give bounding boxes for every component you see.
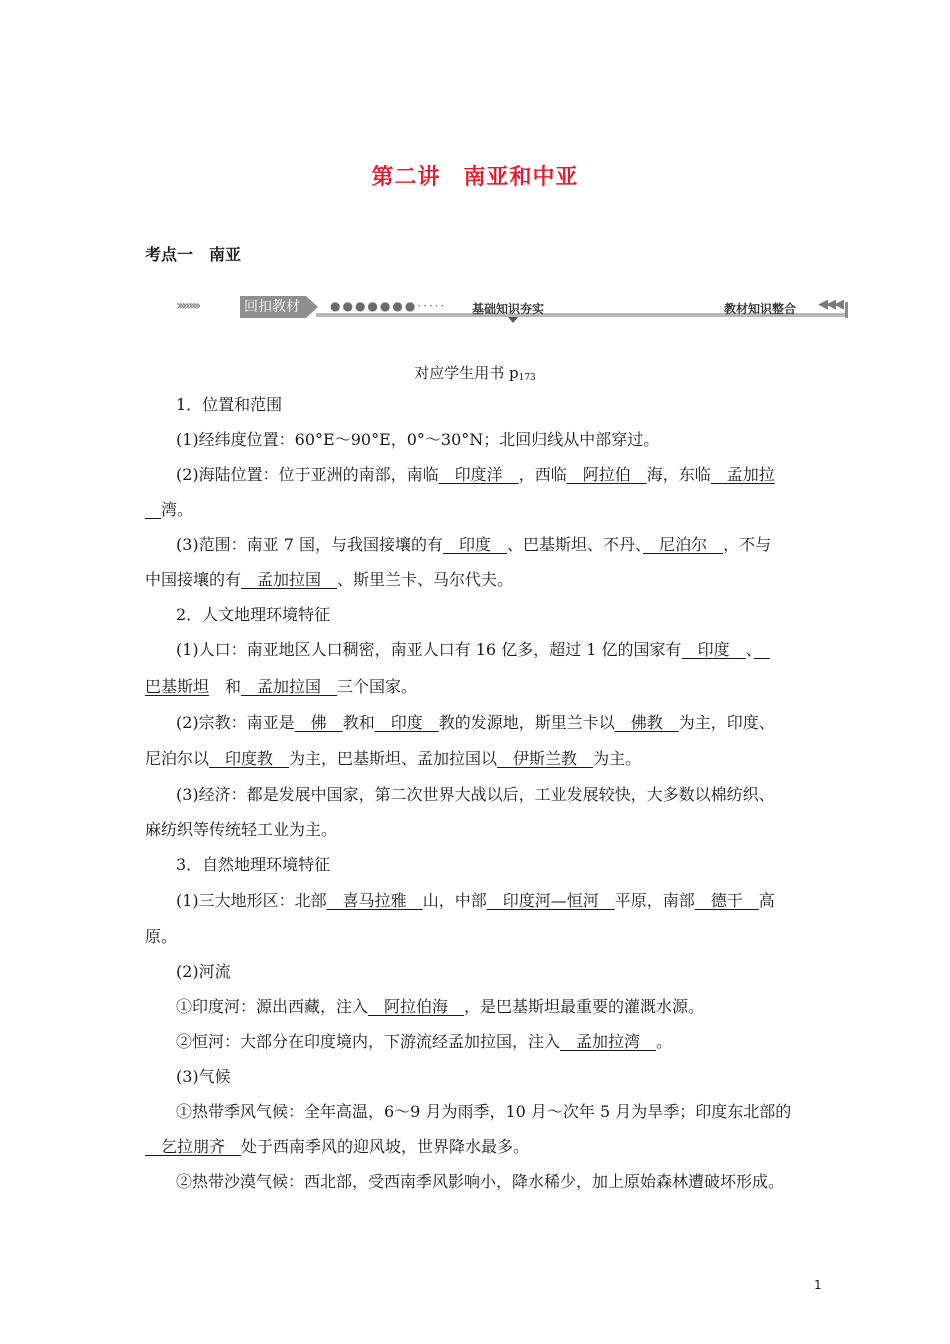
paragraph-latlon: (1)经纬度位置：60°E～90°E，0°～30°N；北回归线从中部穿过。 [176,430,660,449]
paragraph-economy-cont: 麻纺织等传统轻工业为主。 [145,820,338,839]
banner-center-label: 基础知识夯实 [472,302,545,316]
paragraph-monsoon-cont: 乞拉朋齐 处于西南季风的迎风坡，世界降水最多。 [145,1137,530,1156]
book-reference: 对应学生用书 $p_{173}$ [414,364,536,383]
banner-tag: 回扣教材 [240,296,306,318]
paragraph-ganges: ②恒河：大部分在印度境内，下游流经孟加拉国，注入 孟加拉湾 。 [176,1032,673,1051]
paragraph-landforms-cont: 原。 [145,927,178,946]
banner-end-bar [845,302,848,318]
paragraph-indus: ①印度河：源出西藏，注入 阿拉伯海 ，是巴基斯坦最重要的灌溉水源。 [176,997,705,1016]
paragraph-monsoon: ①热带季风气候：全年高温，6～9 月为雨季，10 月～次年 5 月为旱季；印度东北部的 [176,1102,792,1121]
page-number: 1 [814,1278,822,1292]
section-banner [176,296,848,322]
chevron-right-icon: ›››››››› [176,298,199,314]
paragraph-range: (3)范围：南亚 7 国，与我国接壤的有 印度 、巴基斯坦、不丹、 尼泊尔 ，不与 [176,535,772,554]
paragraph-landforms: (1)三大地形区：北部 喜马拉雅 山，中部 印度河—恒河 平原，南部 德干 高 [176,891,775,910]
paragraph-desert: ②热带沙漠气候：西北部，受西南季风影响小，降水稀少，加上原始森林遭破坏形成。 [176,1172,785,1191]
page-title: 第二讲 南亚和中亚 [371,165,579,190]
paragraph-sea-land-cont: 湾。 [161,500,194,519]
banner-right-label: 教材知识整合 [723,302,796,316]
triangle-down-icon [508,317,518,323]
paragraph-religion-cont: 尼泊尔以 印度教 为主，巴基斯坦、孟加拉国以 伊斯兰教 为主。 [145,749,642,768]
heading-climate: (3)气候 [176,1067,231,1086]
paragraph-sea-land: (2)海陆位置：位于亚洲的南部，南临 印度洋 ，西临 阿拉伯 海，东临 孟加拉 [176,465,775,484]
paragraph-economy: (3)经济：都是发展中国家，第二次世界大战以后，工业发展较快，大多数以棉纺织、 [176,785,775,804]
section-heading: 考点一 南亚 [145,245,242,264]
heading-human: 2．人文地理环境特征 [176,605,331,624]
dots-icon: ●●●●●●●····· [330,299,447,313]
paragraph-range-cont: 中国接壤的有 孟加拉国 、斯里兰卡、马尔代夫。 [145,570,514,589]
paragraph-population: (1)人口：南亚地区人口稠密，南亚人口有 16 亿多，超过 1 亿的国家有 印度 、 [176,640,754,659]
paragraph-religion: (2)宗教：南亚是 佛 教和 印度 教的发源地，斯里兰卡以 佛教 为主，印度、 [176,713,775,732]
heading-location: 1．位置和范围 [176,395,283,414]
heading-natural: 3．自然地理环境特征 [176,855,331,874]
heading-rivers: (2)河流 [176,962,231,981]
paragraph-population-cont: 巴基斯坦 和 孟加拉国 三个国家。 [145,677,418,696]
arrow-left-icon: ◀◀◀ [818,297,842,312]
